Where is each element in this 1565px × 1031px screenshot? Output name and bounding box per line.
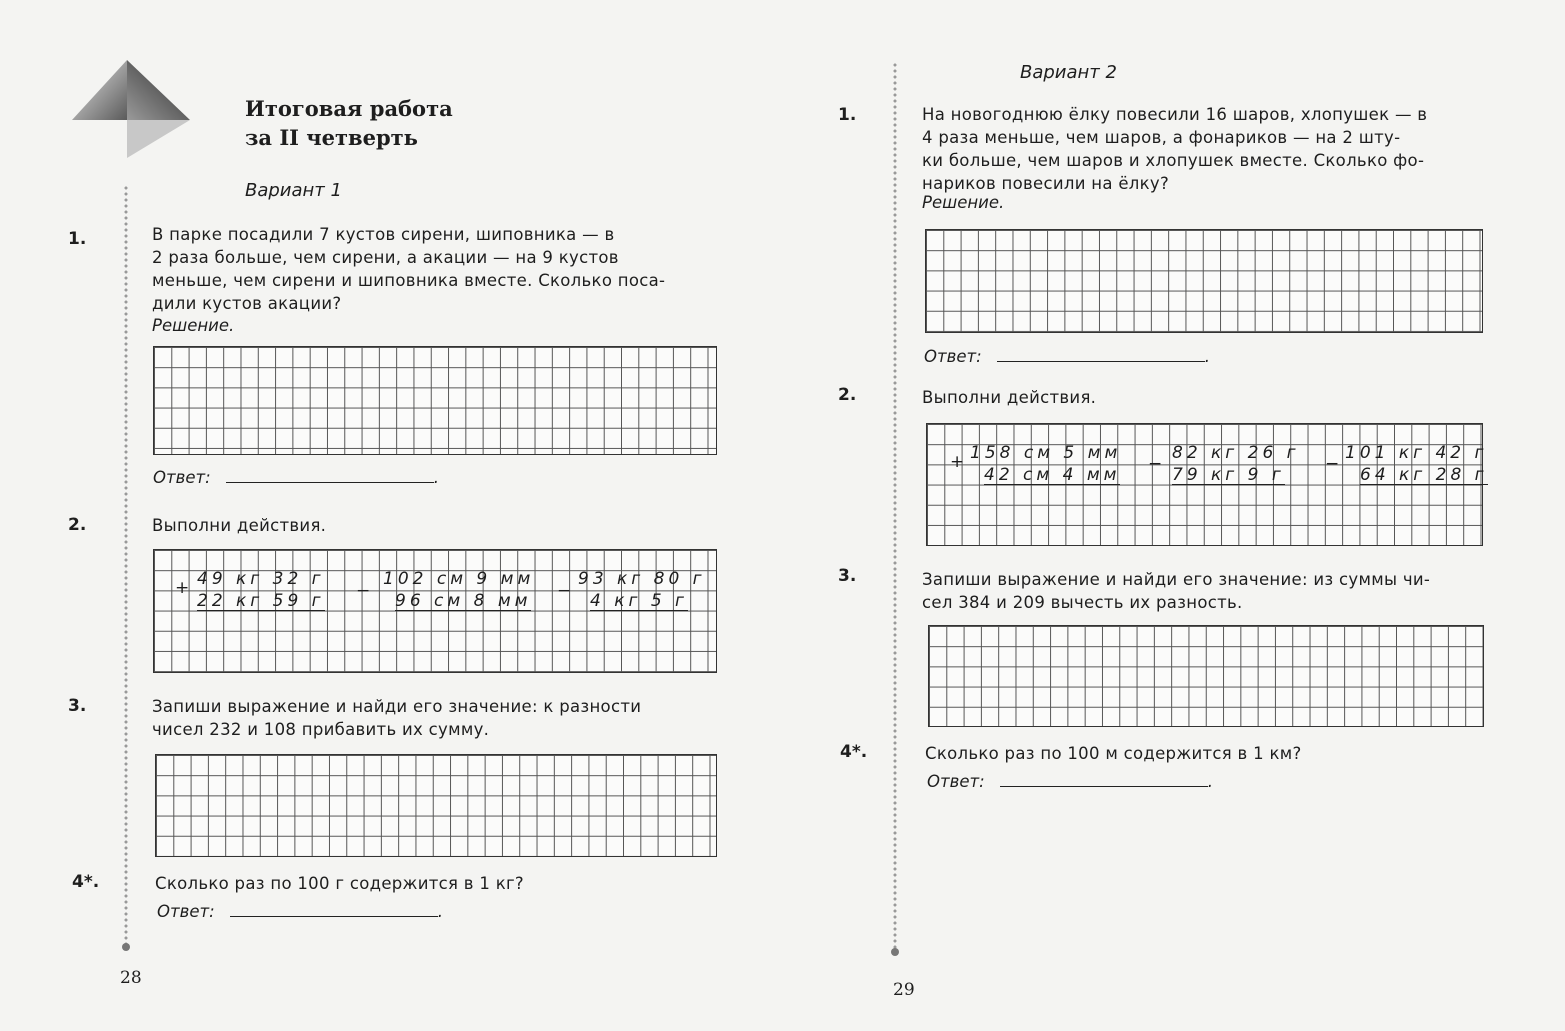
exercise-top: 82 кг 26 г [1172,443,1300,463]
task-line: В парке посадили 7 кустов сирени, шиповника — в [152,225,615,244]
task-text: Сколько раз по 100 м содержится в 1 км? [925,744,1302,763]
answer-blank[interactable] [226,482,434,483]
exercise-bottom: 42 см 4 мм [984,465,1121,485]
task-number: 1. [68,229,87,249]
task-number: 2. [838,385,857,405]
answer-blank[interactable] [997,361,1205,362]
exercise-bottom: 64 кг 28 г [1360,465,1488,485]
task-number: 2. [68,515,87,535]
solution-grid[interactable] [153,346,717,455]
exercise-sign: − [356,581,375,601]
page-margin-dots [893,62,897,950]
exercise-top: 93 кг 80 г [578,569,706,589]
task-line: 2 раза больше, чем сирени, а акации — на 9 кустов [152,248,619,267]
solution-label: Решение. [922,193,1005,212]
task-number: 3. [838,566,857,586]
exercise-bottom: 79 кг 9 г [1172,465,1285,485]
task-number: 4*. [840,742,868,762]
task-line: чисел 232 и 108 прибавить их сумму. [152,720,490,739]
task-line: 4 раза меньше, чем шаров, а фонариков — на 2 шту- [922,128,1401,147]
task-text: Сколько раз по 100 г содержится в 1 кг? [155,874,524,893]
task-text: Выполни действия. [152,516,327,535]
exercise-sign: + [175,578,194,598]
task-line: Запиши выражение и найди его значение: к разности [152,697,642,716]
answer-row [153,468,439,487]
variant-heading: Вариант 1 [245,180,342,201]
task-number: 3. [68,696,87,716]
title-line-1: Итоговая работа [245,96,453,121]
task-line: меньше, чем сирени и шиповника вместе. Сколько поса- [152,271,666,290]
answer-dot: . [433,468,439,487]
exercise-bottom: 22 кг 59 г [197,591,325,611]
triangle-logo-icon [70,58,195,163]
page-margin-dots [124,185,128,945]
exercise-top: 158 см 5 мм [970,443,1122,463]
solution-grid[interactable] [928,625,1484,727]
task-line: сел 384 и 209 вычесть их разность. [922,593,1243,612]
margin-dot-end [122,943,130,951]
task-text: Выполни действия. [922,388,1097,407]
margin-dot-end [891,948,899,956]
answer-row [157,902,443,921]
exercise-sign: − [1325,454,1344,474]
answer-dot: . [437,902,443,921]
answer-row [924,347,1210,366]
answer-label: Ответ: [153,468,211,487]
page-number: 29 [893,980,915,1000]
exercise-top: 102 см 9 мм [383,569,535,589]
solution-grid[interactable] [155,754,717,857]
answer-row [927,772,1213,791]
answer-dot: . [1204,347,1210,366]
task-text [152,223,730,315]
answer-label: Ответ: [157,902,215,921]
exercise-bottom: 4 кг 5 г [590,591,688,611]
exercise-bottom: 96 см 8 мм [395,591,532,611]
exercise-top: 101 кг 42 г [1345,443,1488,463]
task-text [922,568,1497,614]
answer-label: Ответ: [927,772,985,791]
task-text [922,103,1497,195]
task-number: 4*. [72,872,100,892]
title-line-2: за II четверть [245,125,418,150]
exercise-sign: − [1148,454,1167,474]
task-line: Запиши выражение и найди его значение: из суммы чи- [922,570,1431,589]
answer-blank[interactable] [1000,786,1208,787]
page-title [245,94,453,152]
task-line: нариков повесили на ёлку? [922,174,1170,193]
page-number: 28 [120,968,142,988]
answer-label: Ответ: [924,347,982,366]
exercise-top: 49 кг 32 г [197,569,325,589]
task-line: ки больше, чем шаров и хлопушек вместе. Сколько фо- [922,151,1425,170]
task-number: 1. [838,105,857,125]
answer-blank[interactable] [230,916,438,917]
task-line: дили кустов акации? [152,294,342,313]
exercise-sign: + [950,452,969,472]
exercise-sign: − [557,581,576,601]
task-line: На новогоднюю ёлку повесили 16 шаров, хлопушек — в [922,105,1428,124]
solution-label: Решение. [152,316,235,335]
solution-grid[interactable] [925,229,1483,333]
task-text [152,695,730,741]
variant-heading: Вариант 2 [1020,62,1117,83]
exercise-grid[interactable] [153,549,717,673]
answer-dot: . [1207,772,1213,791]
